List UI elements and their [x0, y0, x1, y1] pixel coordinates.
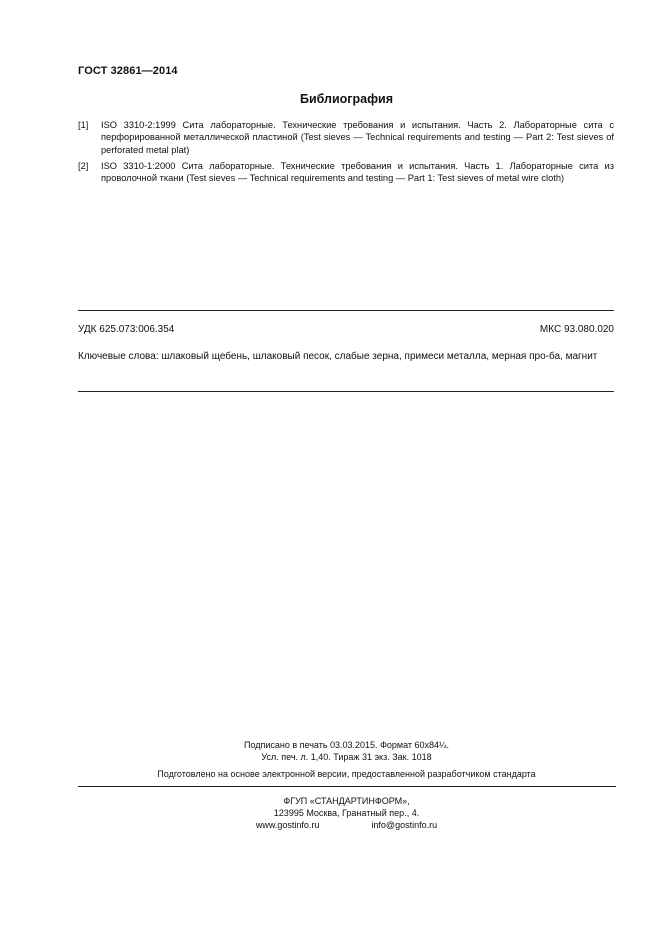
bibliography-item-text: ISO 3310-2:1999 Сита лабораторные. Технические требования и испытания. Часть 2. Лабораторные сита с перфорированной металлической пластиной (Test sieves — Technical requirements and testing — Part 2: Test sieves of perforated metal plat): [101, 120, 614, 155]
udk-code: УДК 625.073:006.354: [78, 324, 175, 335]
imprint-prepared-note: Подготовлено на основе электронной версии, предоставленной разработчиком стандарта: [157, 769, 536, 779]
bibliography-list: [78, 119, 614, 188]
website-link[interactable]: www.gostinfo.ru: [255, 820, 320, 830]
imprint-signed: Подписано в печать 03.03.2015. Формат 60x84¼.: [243, 740, 450, 750]
imprint-print-details: Усл. печ. л. 1,40. Тираж 31 экз. Зак. 1018: [261, 752, 432, 762]
publisher-name: ФГУП «СТАНДАРТИНФОРМ»,: [283, 796, 410, 806]
publisher-contacts: [0, 820, 661, 832]
bibliography-title: Библиография: [299, 92, 394, 106]
bibliography-item-number: [1]: [78, 120, 89, 130]
bibliography-item-text: ISO 3310-1:2000 Сита лабораторные. Технические требования и испытания. Часть 1. Лабораторные сита из проволочной ткани (Test sieves — Technical requirements and testing — Part 1: Test sieves of metal wire cloth): [101, 160, 614, 184]
bibliography-item: [78, 119, 614, 156]
keywords: Ключевые слова: шлаковый щебень, шлаковый песок, слабые зерна, примеси металла, мерная про-ба, магнит: [78, 351, 598, 362]
divider-publisher: [78, 786, 616, 787]
bibliography-item-number: [2]: [78, 160, 89, 171]
email-link[interactable]: info@gostinfo.ru: [371, 820, 438, 830]
document-code: ГОСТ 32861—2014: [78, 65, 178, 77]
publisher-address: 123995 Москва, Гранатный пер., 4.: [273, 808, 420, 818]
mks-code: МКС 93.080.020: [539, 324, 614, 335]
bibliography-item: [78, 160, 614, 185]
divider-keywords: [78, 391, 614, 392]
divider-top: [78, 310, 614, 311]
